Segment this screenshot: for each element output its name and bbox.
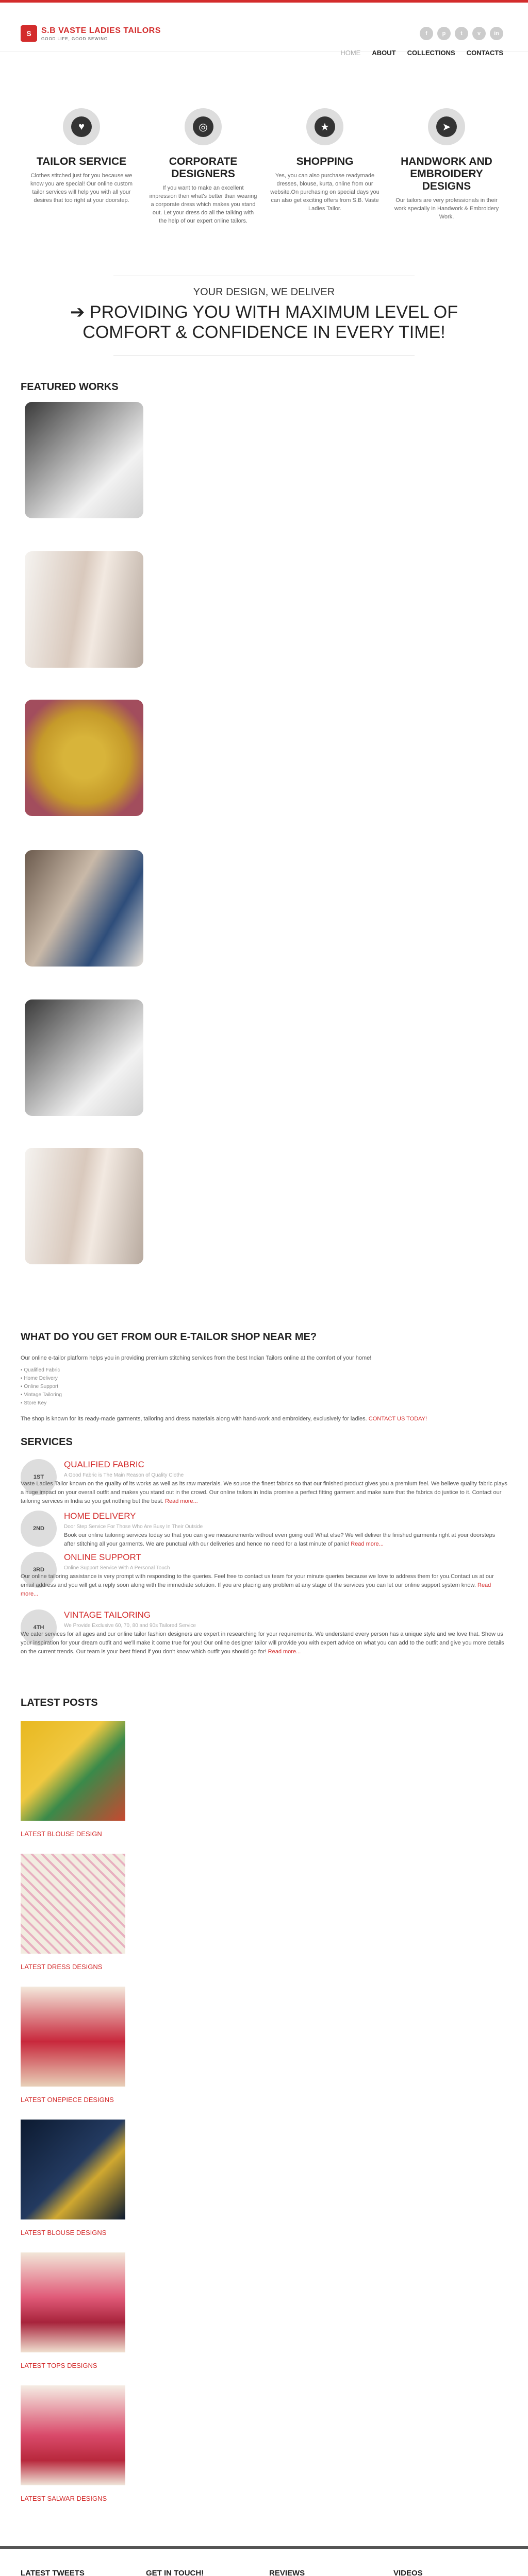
- eshop-list: [21, 1366, 507, 1408]
- read-more-link[interactable]: Read more...: [351, 1541, 384, 1548]
- tagline-small: YOUR DESIGN, WE DELIVER: [193, 286, 335, 298]
- post-link[interactable]: LATEST TOPS DESIGNS: [21, 2362, 97, 2369]
- read-more-link[interactable]: Read more...: [21, 1582, 491, 1598]
- post-image[interactable]: [21, 2120, 125, 2219]
- feature-handwork: [386, 108, 507, 226]
- main-nav: [340, 49, 503, 57]
- logo-icon: S: [21, 25, 37, 42]
- nav-about[interactable]: ABOUT: [372, 49, 396, 57]
- twitter-icon[interactable]: t: [455, 27, 468, 40]
- service-text: Vaste Ladies Tailor known on the quality of its works as well as its raw materials. We source the finest fabrics so that our finished product gives you a premium feel. We believe quality fabric plays a huge impact on your overall outfit and makes you stand out in the crowd. Our online tailors in India promise a perfect fitting garment and make sure that the fabrics do justice to it. Contact our tailoring services in India so you get nothing but the best. Read more...: [21, 1481, 507, 1505]
- cursor-icon: ➤: [436, 116, 457, 137]
- eshop-intro: Our online e-tailor platform helps you in providing premium stitching services from the best Indian Tailors online at the comfort of your home!: [21, 1355, 372, 1361]
- post-image[interactable]: [21, 2252, 125, 2352]
- service-text: Book our online tailoring services today so that you can give measurements without even going out! What else? We will deliver the finished garments right at your doorsteps after stitching all your garments. We are punctual with our deliveries and hence no need for a last minute of panic! Read more...: [64, 1532, 496, 1548]
- latest-tweets-title: LATEST TWEETS: [21, 2569, 85, 2576]
- featured-works-title: FEATURED WORKS: [21, 381, 119, 393]
- services-title: SERVICES: [21, 1436, 73, 1448]
- post-link[interactable]: LATEST BLOUSE DESIGN: [21, 1830, 102, 1838]
- service-text: Our online tailoring assistance is very prompt with responding to the queries. Feel free to contact us team for your minute queries because we love to address them for you.Contact us at our email address and you will get a reply soon along with the immediate solution. If you are placing any problem at any stage of the services you can let our online support system know. Read more...: [21, 1573, 494, 1598]
- post-link[interactable]: LATEST BLOUSE DESIGNS: [21, 2229, 107, 2236]
- feature-shopping: [264, 108, 386, 226]
- service-qualified-fabric: QUALIFIED FABRIC A Good Fabric is The Main Reason of Quality Clothe: [64, 1460, 184, 1479]
- nav-contacts[interactable]: CONTACTS: [466, 49, 503, 57]
- list-item: ▪ Qualified Fabric: [21, 1367, 60, 1373]
- service-badge: 2ND: [21, 1511, 57, 1547]
- facebook-icon[interactable]: f: [420, 27, 433, 40]
- featured-work-image[interactable]: [25, 700, 143, 816]
- feature-text: Yes, you can also purchase readymade dresses, blouse, kurta, online from our website.On purchasing on special days you can also get exciting offers from S.B. Vaste Ladies Tailor.: [270, 173, 380, 212]
- featured-work-image[interactable]: [25, 850, 143, 967]
- featured-work-image[interactable]: [25, 551, 143, 668]
- feature-title: TAILOR SERVICE: [36, 156, 127, 167]
- service-badge: 3RD: [21, 1552, 57, 1588]
- list-item: ▪ Store Key: [21, 1400, 47, 1406]
- globe-icon: ◎: [193, 116, 213, 137]
- featured-work-image[interactable]: [25, 999, 143, 1116]
- heart-icon: ♥: [71, 116, 92, 137]
- feature-title: HANDWORK AND EMBROIDERY DESIGNS: [401, 156, 492, 193]
- list-item: ▪ Online Support: [21, 1384, 59, 1389]
- site-header: [0, 3, 528, 52]
- post-image[interactable]: [21, 2385, 125, 2485]
- service-vintage-tailoring: VINTAGE TAILORING We Provide Exclusive 60, 70, 80 and 90s Tailored Service: [64, 1610, 196, 1629]
- nav-home[interactable]: HOME: [340, 49, 361, 57]
- service-badge: 1ST: [21, 1459, 57, 1495]
- eshop-outro: The shop is known for its ready-made garments, tailoring and dress materials along with hand-work and embroidery, exclusively for ladies. CONTACT US TODAY!: [21, 1416, 427, 1422]
- site-logo[interactable]: [21, 25, 161, 42]
- linkedin-icon[interactable]: in: [490, 27, 503, 40]
- eshop-title: WHAT DO YOU GET FROM OUR E-TAILOR SHOP NEAR ME?: [21, 1331, 317, 1343]
- post-image[interactable]: [21, 1854, 125, 1954]
- post-link[interactable]: LATEST DRESS DESIGNS: [21, 1963, 103, 1971]
- contact-link[interactable]: CONTACT US TODAY!: [368, 1416, 427, 1422]
- featured-work-image[interactable]: [25, 1148, 143, 1264]
- feature-title: SHOPPING: [296, 156, 354, 167]
- tagline-big: ➔ PROVIDING YOU WITH MAXIMUM LEVEL OF COMFORT & CONFIDENCE IN EVERY TIME!: [70, 302, 458, 343]
- social-links: [420, 27, 503, 40]
- service-online-support: ONLINE SUPPORT Online Support Service With A Personal Touch: [64, 1552, 170, 1571]
- pinterest-icon[interactable]: p: [437, 27, 451, 40]
- service-text: We cater services for all ages and our online tailor fashion designers are expert in researching for your requirements. We understand every person has a unique style and we love that. Show us your inspiration for your dream outfit and we'll make it come true for you! Our online designer tailor will provide you with expert advice on what you can add to the outfit and give you more details on the current trends. Our team is your best friend if you don't know which outfit you should go for! Read more...: [21, 1631, 504, 1655]
- feature-title: CORPORATE DESIGNERS: [169, 156, 238, 180]
- post-link[interactable]: LATEST SALWAR DESIGNS: [21, 2495, 107, 2502]
- list-item: ▪ Home Delivery: [21, 1376, 58, 1381]
- star-icon: ★: [315, 116, 335, 137]
- feature-row: [21, 108, 507, 226]
- brand-tagline: GOOD LIFE, GOOD SEWING: [41, 36, 108, 41]
- section-divider: [0, 2546, 528, 2549]
- service-badge: 4TH: [21, 1609, 57, 1646]
- videos-title: VIDEOS: [393, 2569, 423, 2576]
- post-link[interactable]: LATEST ONEPIECE DESIGNS: [21, 2096, 114, 2104]
- feature-text: Our tailors are very professionals in their work specially in Handwork & Embroidery Work.: [394, 197, 499, 221]
- get-in-touch-title: GET IN TOUCH!: [146, 2569, 204, 2576]
- post-image[interactable]: [21, 1987, 125, 2087]
- service-home-delivery: HOME DELIVERY Door Step Service For Those Who Are Busy In Their Outside: [64, 1511, 203, 1530]
- tagline-block: [21, 276, 507, 355]
- featured-work-image[interactable]: [25, 402, 143, 518]
- reviews-title: REVIEWS: [269, 2569, 305, 2576]
- brand-name: S.B VASTE LADIES TAILORS: [41, 26, 161, 35]
- feature-corporate-designers: [142, 108, 264, 226]
- read-more-link[interactable]: Read more...: [165, 1498, 198, 1505]
- nav-collections[interactable]: COLLECTIONS: [407, 49, 455, 57]
- vimeo-icon[interactable]: v: [472, 27, 486, 40]
- feature-text: Clothes stitched just for you because we know you are special! Our online custom tailor services will help you with all your desires that too right at your doorstep.: [30, 173, 133, 204]
- feature-tailor-service: [21, 108, 142, 226]
- post-image[interactable]: [21, 1721, 125, 1821]
- read-more-link[interactable]: Read more...: [268, 1649, 301, 1655]
- list-item: ▪ Vintage Tailoring: [21, 1392, 62, 1398]
- latest-posts-title: LATEST POSTS: [21, 1697, 98, 1708]
- feature-text: If you want to make an excellent impression then what's better than wearing a corporate dress which makes you stand out. Let your dress do all the talking with the help of our expert online tailors.: [149, 185, 257, 225]
